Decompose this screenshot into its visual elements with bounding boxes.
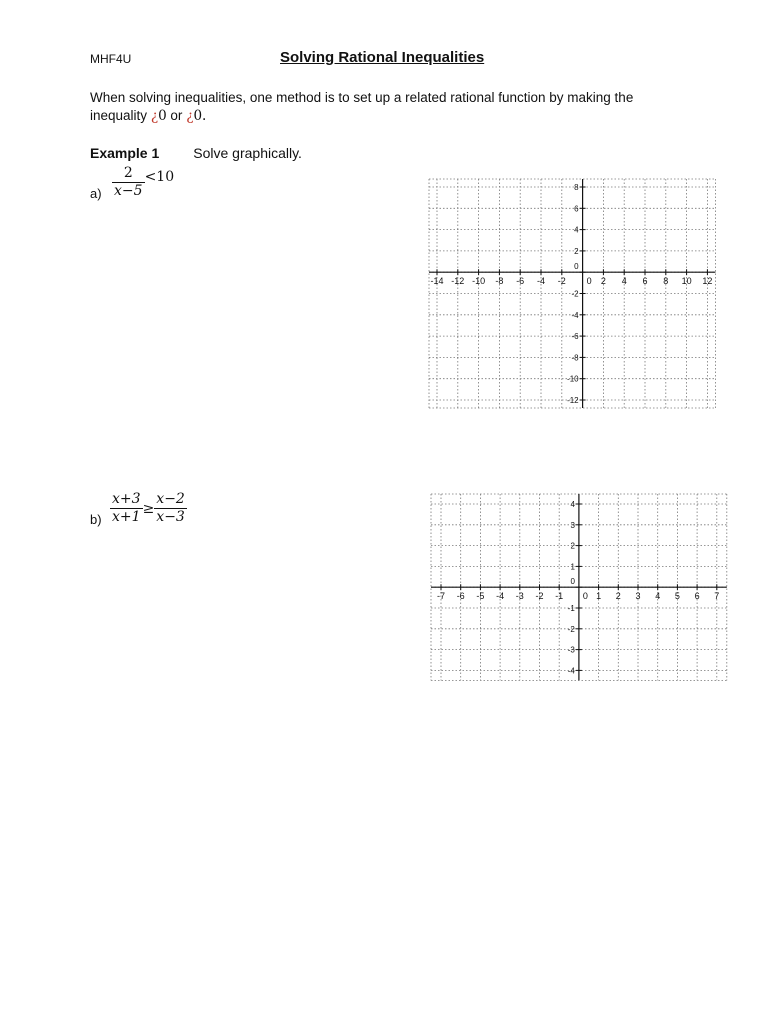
grid-0-y-tick-label: -10 xyxy=(567,374,579,384)
inequality-symbol-2: ¿ xyxy=(186,108,194,124)
grid-0-x-tick-label: -4 xyxy=(536,276,546,287)
grid-0-x-tick-label: -14 xyxy=(430,276,444,287)
grid-0-y-tick-label: -12 xyxy=(567,396,579,405)
part-b-right-denominator: x−3 xyxy=(156,509,185,525)
grid-1-y-tick-label: -1 xyxy=(567,604,575,613)
part-b-relation: ≥ xyxy=(142,500,155,517)
grid-0-x-tick-label: -8 xyxy=(495,276,504,287)
grid-0-y-tick-label: -4 xyxy=(571,310,579,320)
grid-1-y-tick-label: 1 xyxy=(570,562,575,572)
zero-2: 0. xyxy=(193,108,207,124)
grid-1-x-tick-label: 4 xyxy=(655,591,661,602)
grid-1-x-tick-label: 2 xyxy=(615,591,621,602)
grid-0-x-tick-label: 2 xyxy=(600,276,606,287)
grid-1-y-tick-label: 4 xyxy=(570,500,575,509)
grid-0-y-tick-label: 6 xyxy=(574,204,579,214)
inequality-symbol-1: ¿ xyxy=(150,108,159,124)
grid-1-y-tick-label: -2 xyxy=(567,624,575,634)
grid-0-origin-label: 0 xyxy=(586,276,592,287)
grid-0-y-tick-label: 0 xyxy=(574,262,579,272)
part-b-label: b) xyxy=(90,512,102,527)
part-b-left-denominator: x+1 xyxy=(112,509,141,525)
grid-1-x-tick-label: 7 xyxy=(714,591,720,602)
grid-0-x-tick-label: 8 xyxy=(663,276,669,287)
grid-0-x-tick-label: 6 xyxy=(642,276,648,287)
grid-1-origin-label: 0 xyxy=(582,591,588,602)
part-a-label: a) xyxy=(90,186,102,201)
grid-1-x-tick-label: -3 xyxy=(515,591,524,602)
course-code: MHF4U xyxy=(90,52,132,66)
grid-1-y-tick-label: -3 xyxy=(567,645,575,655)
grid-0-y-tick-label: -8 xyxy=(571,353,579,363)
grid-0-x-tick-label: -12 xyxy=(451,276,465,287)
grid-1-y-tick-label: 3 xyxy=(570,520,575,530)
part-a-numerator: 2 xyxy=(112,165,145,183)
grid-1-x-tick-label: -4 xyxy=(496,591,505,602)
part-b-left-numerator: x+3 xyxy=(112,491,141,507)
grid-0-y-tick-label: 2 xyxy=(574,246,579,256)
intro-text: When solving inequalities, one method is to set up a related rational function by making the inequality xyxy=(90,90,634,123)
grid-1-x-tick-label: -2 xyxy=(535,591,544,602)
or-text: or xyxy=(170,108,183,123)
grid-0-y-tick-label: 4 xyxy=(574,225,579,235)
grid-1-x-tick-label: -1 xyxy=(555,591,564,602)
grid-0-x-tick-label: 4 xyxy=(621,276,627,287)
grid-1-x-tick-label: 1 xyxy=(596,591,602,602)
grid-0-x-tick-label: 12 xyxy=(702,276,713,287)
grid-1-y-tick-label: 0 xyxy=(570,577,575,587)
grid-0-y-tick-label: 8 xyxy=(574,183,579,192)
part-a-denominator: x−5 xyxy=(114,183,143,199)
grid-1-y-tick-label: 2 xyxy=(570,541,575,551)
grid-0-x-tick-label: 10 xyxy=(681,276,692,287)
page-title: Solving Rational Inequalities xyxy=(280,49,485,66)
grid-1-x-tick-label: -7 xyxy=(436,591,446,602)
grid-0-x-tick-label: -10 xyxy=(472,276,486,287)
grid-0-x-tick-label: -2 xyxy=(557,276,566,287)
grid-1-x-tick-label: -5 xyxy=(476,591,485,602)
grid-1-x-tick-label: 5 xyxy=(674,591,680,602)
part-a-relation: <10 xyxy=(144,168,175,185)
grid-1-x-tick-label: -6 xyxy=(456,591,465,602)
grid-1-x-tick-label: 3 xyxy=(635,591,641,602)
grid-1-y-tick-label: -4 xyxy=(567,666,575,676)
grid-0-y-tick-label: -6 xyxy=(571,332,579,342)
grid-0-x-tick-label: -6 xyxy=(516,276,525,287)
example-instruction: Solve graphically. xyxy=(193,145,302,161)
grid-1-x-tick-label: 6 xyxy=(694,591,700,602)
zero-1: 0 xyxy=(158,108,167,124)
example-title: Example 1 xyxy=(90,145,160,161)
part-b-right-numerator: x−2 xyxy=(156,491,185,507)
grid-0-y-tick-label: -2 xyxy=(571,289,579,299)
